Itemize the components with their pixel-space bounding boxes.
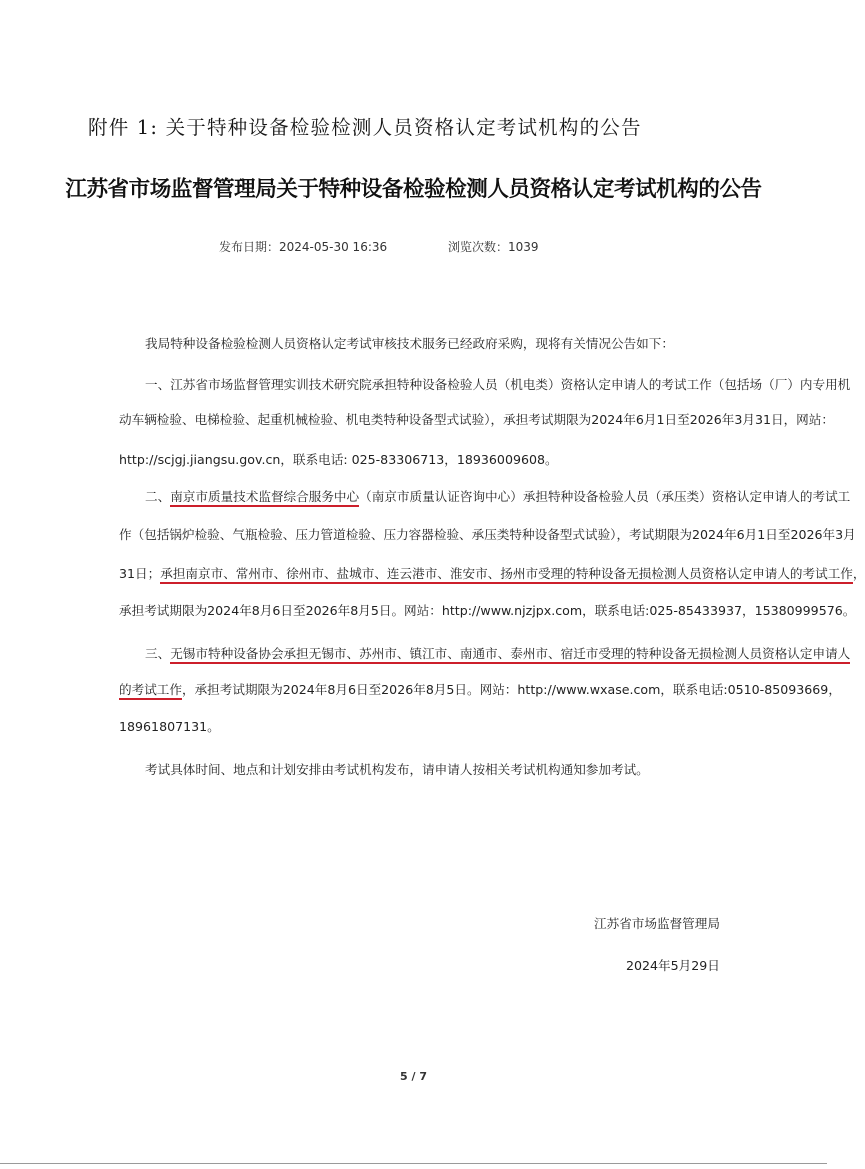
attachment-heading: 附件 1: 关于特种设备检验检测人员资格认定考试机构的公告: [88, 116, 642, 139]
p2-line-1-rest: （南京市质量认证咨询中心）承担特种设备检验人员（承压类）资格认定申请人的考试工: [359, 489, 851, 504]
p3-prefix: 三、: [145, 646, 171, 661]
signature-date: 2024年5月29日: [626, 958, 720, 973]
page-bottom-edge: [0, 1163, 827, 1164]
p1-line-1: 一、江苏省市场监督管理实训技术研究院承担特种设备检验人员（机电类）资格认定申请人的考试工作（包括场（厂）内专用机: [145, 377, 851, 392]
p2-line-4: 承担考试期限为2024年8月6日至2026年8月5日。网站：http://www.njzjpx.com，联系电话:025-85433937，15380999576。: [119, 603, 856, 618]
underlined-scope-nanjing: 承担南京市、常州市、徐州市、盐城市、连云港市、淮安市、扬州市受理的特种设备无损检测人员资格认定申请人的考试工作: [160, 566, 853, 584]
page-indicator: 5 / 7: [400, 1070, 427, 1083]
p3-line-3: 18961807131。: [119, 719, 220, 734]
p2-line-3: [119, 563, 865, 585]
p1-line-3: http://scjgj.jiangsu.gov.cn，联系电话: 025-83306713，18936009608。: [119, 452, 558, 467]
underlined-exam-work: 的考试工作: [119, 682, 182, 700]
closing-paragraph: 考试具体时间、地点和计划安排由考试机构发布，请申请人按相关考试机构通知参加考试。: [145, 762, 649, 777]
p1-line-2: 动车辆检验、电梯检验、起重机械检验、机电类特种设备型式试验），承担考试期限为2024年6月1日至2026年3月31日，网站：: [119, 412, 834, 427]
p2-line-2: 作（包括锅炉检验、气瓶检验、压力管道检验、压力容器检验、承压类特种设备型式试验），考试期限为2024年6月1日至2026年3月: [119, 527, 856, 542]
signature-org: 江苏省市场监督管理局: [594, 916, 720, 931]
p2-prefix: 二、: [145, 489, 171, 504]
underlined-scope-wuxi: 无锡市特种设备协会承担无锡市、苏州市、镇江市、南通市、泰州市、宿迁市受理的特种设备无损检测人员资格认定申请人: [170, 646, 850, 664]
p2-line-3-suffix: ，: [852, 566, 865, 581]
announcement-title: 江苏省市场监督管理局关于特种设备检验检测人员资格认定考试机构的公告: [65, 177, 762, 202]
p3-line-2-rest: ，承担考试期限为2024年8月6日至2026年8月5日。网站：http://www.wxase.com，联系电话:0510-85093669，: [181, 682, 841, 697]
view-count: 浏览次数：1039: [448, 240, 539, 254]
publish-date: 发布日期：2024-05-30 16:36: [219, 240, 388, 254]
p3-line-2: [119, 679, 841, 701]
intro-paragraph: 我局特种设备检验检测人员资格认定考试审核技术服务已经政府采购，现将有关情况公告如下：: [145, 336, 674, 351]
p2-line-1: [145, 486, 850, 508]
underlined-org-nanjing: 南京市质量技术监督综合服务中心: [170, 489, 359, 507]
p3-line-1: [145, 643, 850, 665]
p2-line-3-prefix: 31日；: [119, 566, 161, 581]
